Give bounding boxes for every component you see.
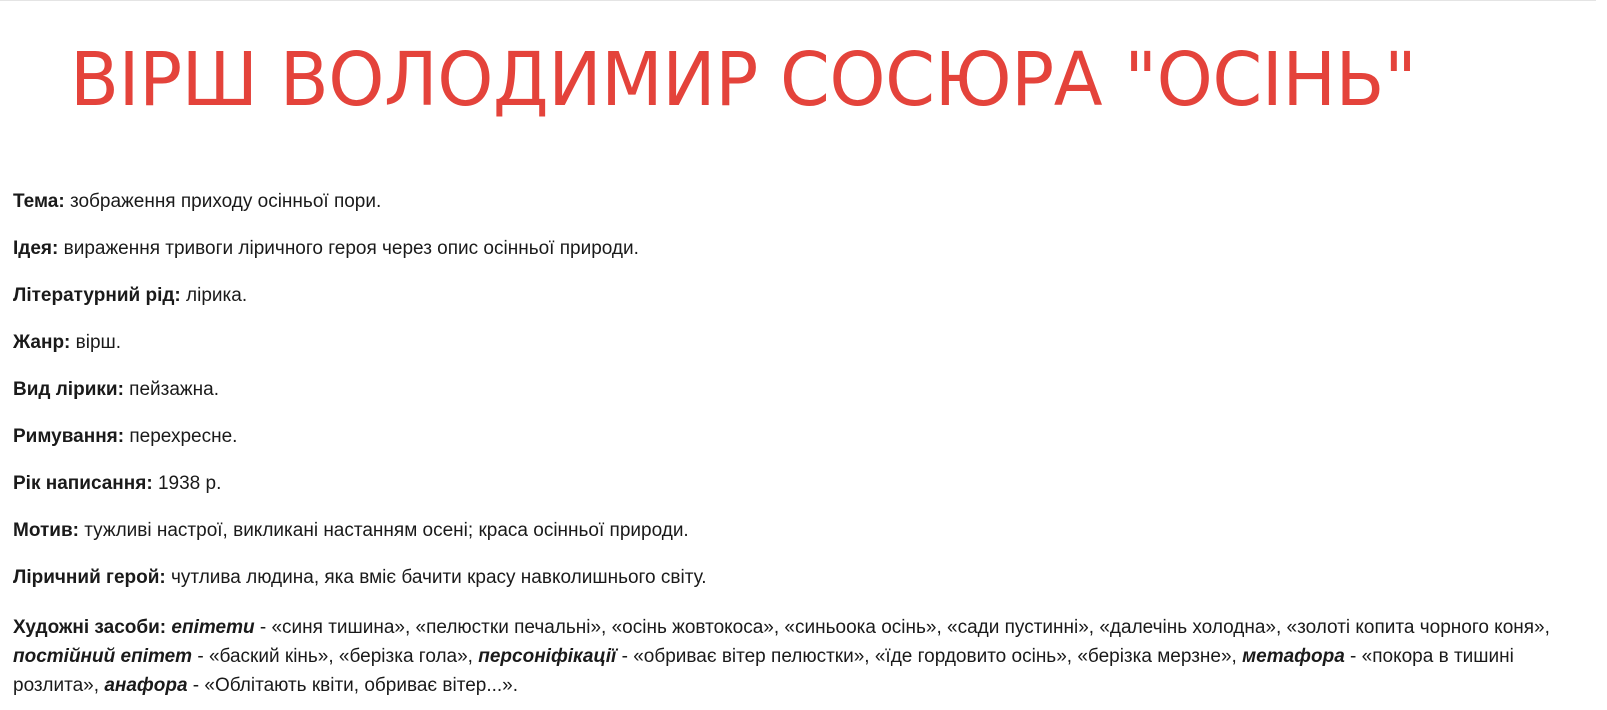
field-value: 1938 р.: [152, 473, 222, 494]
means-text: - «обриває вітер пелюстки», «їде гордовито осінь», «берізка мерзне»,: [616, 646, 1243, 667]
field-label: Літературний рід:: [13, 285, 181, 306]
field-value: вираження тривоги ліричного героя через опис осінньої природи.: [58, 238, 639, 259]
poem-analysis: [13, 190, 1585, 700]
field-motive: [13, 519, 1585, 543]
field-label: Вид лірики:: [13, 379, 124, 400]
field-value: пейзажна.: [123, 379, 219, 400]
means-text: - «синя тишина», «пелюстки печальні», «осінь жовтокоса», «синьоока осінь», «сади пустинні», «далечінь холодна», «золоті копита чорного коня»,: [254, 617, 1550, 638]
field-label: Ідея:: [13, 238, 59, 259]
field-idea: [13, 237, 1585, 261]
means-term: персоніфікації: [478, 646, 617, 667]
field-lyric-type: [13, 378, 1585, 402]
means-text: - «Облітають квіти, обриває вітер...».: [187, 675, 519, 696]
field-year: [13, 472, 1585, 496]
means-term: епітети: [171, 617, 255, 638]
field-value: вірш.: [70, 332, 122, 353]
field-value: лірика.: [180, 285, 248, 306]
field-rhyme: [13, 425, 1585, 449]
page-title: ВІРШ ВОЛОДИМИР СОСЮРА "ОСІНЬ": [70, 37, 1417, 123]
field-theme: [13, 190, 1585, 214]
field-value: перехресне.: [124, 426, 238, 447]
field-label: Тема:: [13, 191, 65, 212]
means-term: анафора: [104, 675, 188, 696]
field-label: Римування:: [13, 426, 125, 447]
means-term: метафора: [1242, 646, 1345, 667]
field-label: Художні засоби:: [13, 617, 167, 638]
field-value: чутлива людина, яка вміє бачити красу навколишнього світу.: [165, 567, 707, 588]
field-label: Мотив:: [13, 520, 79, 541]
means-text: - «баский кінь», «берізка гола»,: [192, 646, 479, 667]
field-value: тужливі настрої, викликані настанням осені; краса осінньої природи.: [78, 520, 689, 541]
means-text: - «покора в тишині розлита»,: [13, 646, 1514, 696]
field-genre: [13, 331, 1585, 355]
field-label: Ліричний герой:: [13, 567, 166, 588]
field-literary-kind: [13, 284, 1585, 308]
field-label: Жанр:: [13, 332, 71, 353]
field-artistic-means: [13, 613, 1553, 700]
top-divider: [0, 0, 1596, 1]
field-value: зображення приходу осінньої пори.: [64, 191, 382, 212]
field-lyrical-hero: [13, 566, 1585, 590]
means-term: постійний епітет: [13, 646, 193, 667]
field-label: Рік написання:: [13, 473, 153, 494]
